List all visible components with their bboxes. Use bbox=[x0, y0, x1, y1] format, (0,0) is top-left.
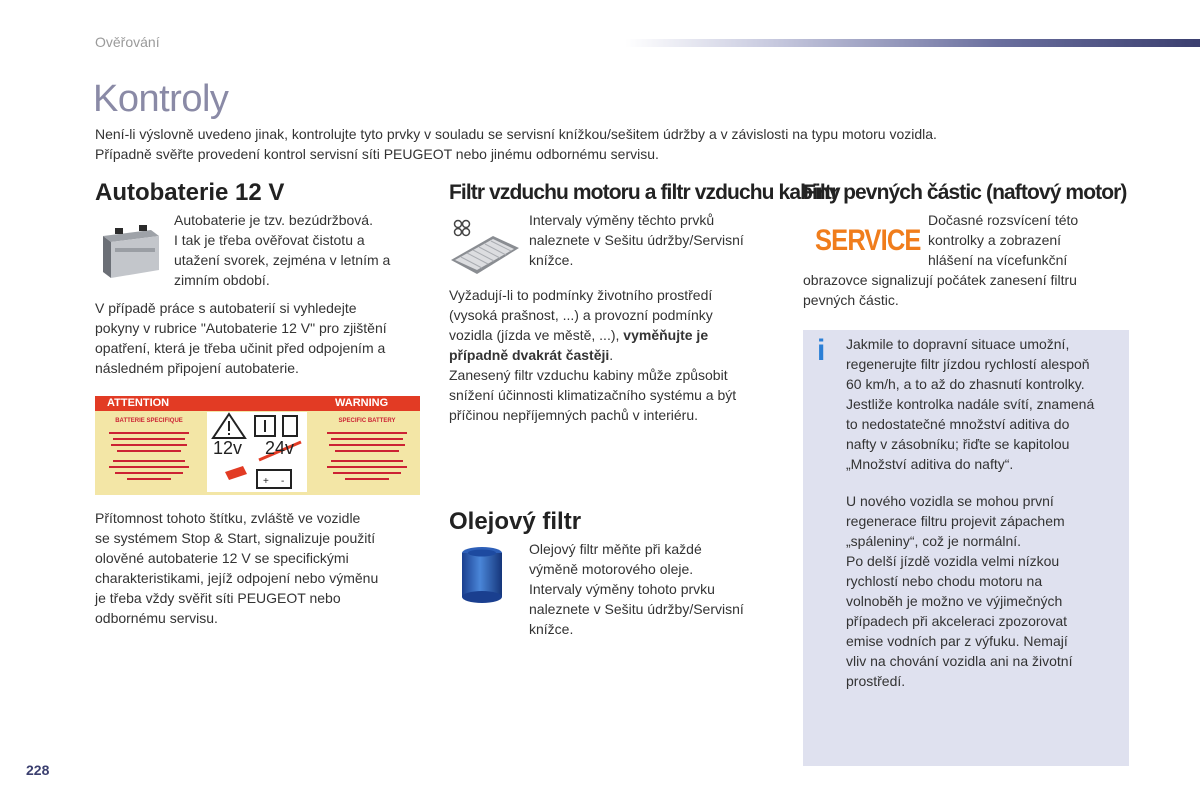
air-filter-icon bbox=[449, 214, 521, 280]
oil-filter-text: Olejový filtr měňte při každé výměně motorového oleje. Intervaly výměny tohoto prvku naleznete v Sešitu údržby/Servisní knížce. bbox=[529, 541, 744, 637]
info-panel bbox=[803, 330, 1129, 766]
battery-label-text: Přítomnost tohoto štítku, zvláště ve vozidle se systémem Stop & Start, signalizuje použití olověné autobaterie 12 V se specifickými charakteristikami, jejíž odpojení nebo výměnu je třeba vždy svěřit síti PEUGEOT nebo odbornému servisu. bbox=[95, 510, 379, 626]
left-heading-label: BATTERIE SPECIFIQUE bbox=[115, 418, 183, 424]
voltage-24-label: 24v bbox=[265, 438, 295, 458]
battery-warning-label bbox=[95, 396, 420, 495]
battery-text-intro: Autobaterie je tzv. bezúdržbová. I tak je třeba ověřovat čistotu a utažení svorek, zejména v letním a zimním období. bbox=[174, 212, 391, 288]
page-title: Kontroly bbox=[93, 78, 229, 120]
intro-text bbox=[95, 124, 1095, 164]
air-filter-heading: Filtr vzduchu motoru a filtr vzduchu kabiny bbox=[449, 181, 840, 204]
page-number: 228 bbox=[26, 762, 50, 778]
air-filter-text-conditions: Vyžadují-li to podmínky životního prostředí (vysoká prašnost, ...) a provozní podmínky vozidla (jízda ve městě, ...), vyměňujte je případně dvakrát častěji. Zanesený filtr vzduchu kabiny může způsobit snížení účinnosti klimatizačního systému a být příčinou nepříjemných pachů v interiéru. bbox=[449, 287, 737, 423]
oil-filter-icon bbox=[457, 545, 507, 607]
battery-text-instructions: V případě práce s autobaterií si vyhledejte pokyny v rubrice "Autobaterie 12 V" pro zjištění opatření, která je třeba učinit před odpojením a následném připojení autobaterie. bbox=[95, 300, 387, 376]
svg-text:-: - bbox=[281, 476, 285, 487]
voltage-12-label: 12v bbox=[213, 438, 243, 458]
section-label: Ověřování bbox=[95, 34, 160, 50]
particle-filter-heading: Filtr pevných částic (naftový motor) bbox=[803, 181, 1127, 204]
battery-icon bbox=[95, 222, 163, 280]
right-heading-label: SPECIFIC BATTERY bbox=[338, 418, 396, 424]
intro-line: Není-li výslovně uvedeno jinak, kontrolujte tyto prvky v souladu se servisní knížkou/sešitem údržby a v závislosti na typu motoru vozidla. bbox=[95, 126, 937, 142]
particle-filter-text-full: obrazovce signalizují počátek zanesení filtru pevných částic. bbox=[803, 272, 1077, 308]
air-filter-text-intervals: Intervaly výměny těchto prvků naleznete v Sešitu údržby/Servisní knížce. bbox=[529, 212, 744, 268]
battery-heading: Autobaterie 12 V bbox=[95, 179, 285, 206]
intro-line: Případně svěřte provedení kontrol servisní síti PEUGEOT nebo jinému odbornému servisu. bbox=[95, 146, 659, 162]
info-icon: i bbox=[817, 334, 826, 367]
info-text-new-vehicle: U nového vozidla se mohou první regenerace filtru projevit zápachem „spáleniny“, což je normální. Po delší jízdě vozidla velmi nízkou rychlostí nebo chodu motoru na volnoběh je možno ve výjimečných případech při akceleraci zpozorovat emise vodních par z výfuku. Nemají vliv na chování vozidla ani na životní prostředí. bbox=[846, 493, 1073, 689]
service-warning-icon: SERVICE bbox=[815, 224, 921, 257]
header-divider-bar bbox=[625, 39, 1200, 47]
svg-text:+: + bbox=[263, 476, 269, 487]
battery-pictogram bbox=[207, 412, 307, 492]
warning-label: WARNING bbox=[335, 397, 389, 409]
oil-filter-heading: Olejový filtr bbox=[449, 508, 582, 535]
info-text-regeneration: Jakmile to dopravní situace umožní, regenerujte filtr jízdou rychlostí alespoň 60 km/h, a to až do zhasnutí kontrolky. Jestliže kontrolka nadále svítí, znamená to nedostatečné množství aditiva do nafty v zásobníku; řiďte se kapitolou „Množství aditiva do nafty“. bbox=[846, 336, 1095, 472]
attention-label: ATTENTION bbox=[107, 397, 170, 409]
particle-filter-text-short: Dočasné rozsvícení této kontrolky a zobrazení hlášení na vícefunkční bbox=[928, 212, 1079, 268]
